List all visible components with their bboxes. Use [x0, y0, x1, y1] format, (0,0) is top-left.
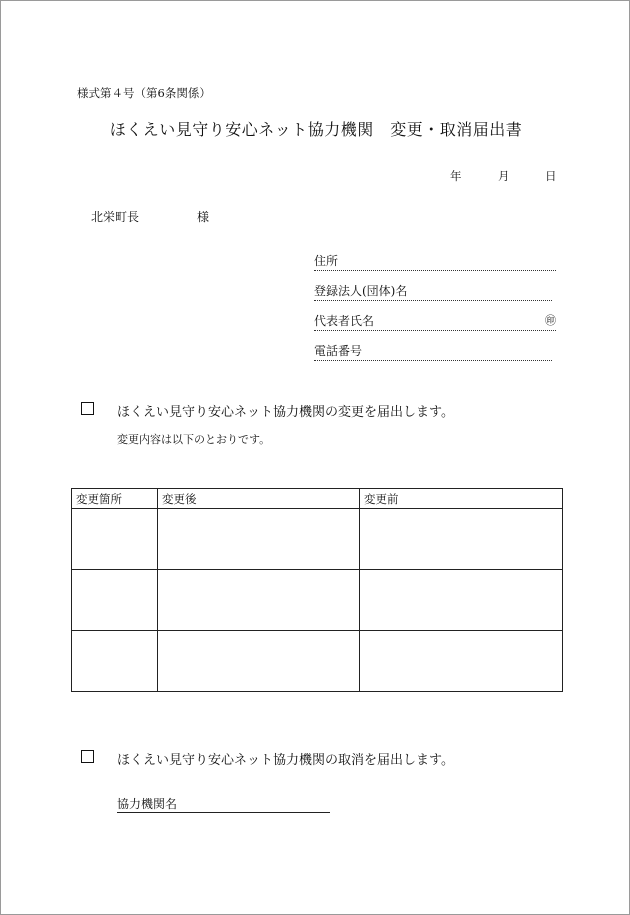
table-row	[72, 631, 563, 692]
date-day-label: 日	[545, 169, 557, 183]
cell-after-change[interactable]	[158, 509, 360, 570]
header-after-change: 変更後	[158, 489, 360, 509]
cell-change-location[interactable]	[72, 509, 158, 570]
change-note: 変更内容は以下のとおりです。	[117, 433, 271, 446]
cancel-checkbox[interactable]	[81, 750, 94, 763]
cooperating-org-name-label: 協力機関名	[117, 797, 178, 811]
change-checkbox-label: ほくえい見守り安心ネット協力機関の変更を届出します。	[117, 405, 454, 420]
cell-before-change[interactable]	[360, 509, 563, 570]
form-title: ほくえい見守り安心ネット協力機関 変更・取消届出書	[109, 120, 523, 139]
cancel-checkbox-label: ほくえい見守り安心ネット協力機関の取消を届出します。	[117, 753, 454, 768]
address-field[interactable]	[314, 254, 556, 271]
org-name-field[interactable]	[314, 284, 552, 301]
table-header-row	[72, 489, 563, 509]
change-checkbox[interactable]	[81, 402, 94, 415]
cell-before-change[interactable]	[360, 570, 563, 631]
addressee-honorific: 様	[197, 210, 210, 224]
cell-after-change[interactable]	[158, 631, 360, 692]
form-number: 様式第４号（第6条関係）	[77, 86, 211, 100]
cooperating-org-name-field[interactable]	[117, 797, 330, 813]
representative-name-label: 代表者氏名	[314, 314, 375, 328]
cell-change-location[interactable]	[72, 631, 158, 692]
address-label: 住所	[314, 254, 339, 268]
org-name-label: 登録法人(団体)名	[314, 284, 408, 298]
representative-name-field[interactable]	[314, 314, 556, 331]
phone-label: 電話番号	[314, 344, 363, 358]
table-row	[72, 570, 563, 631]
date-month-label: 月	[498, 169, 510, 183]
seal-mark: ㊞	[545, 314, 556, 327]
table-row	[72, 509, 563, 570]
phone-field[interactable]	[314, 344, 552, 361]
header-change-location: 変更箇所	[72, 489, 158, 509]
header-before-change: 変更前	[360, 489, 563, 509]
date-year-label: 年	[450, 169, 462, 183]
cell-before-change[interactable]	[360, 631, 563, 692]
addressee-name: 北栄町長	[91, 210, 140, 224]
cell-change-location[interactable]	[72, 570, 158, 631]
changes-table	[71, 488, 563, 692]
cell-after-change[interactable]	[158, 570, 360, 631]
